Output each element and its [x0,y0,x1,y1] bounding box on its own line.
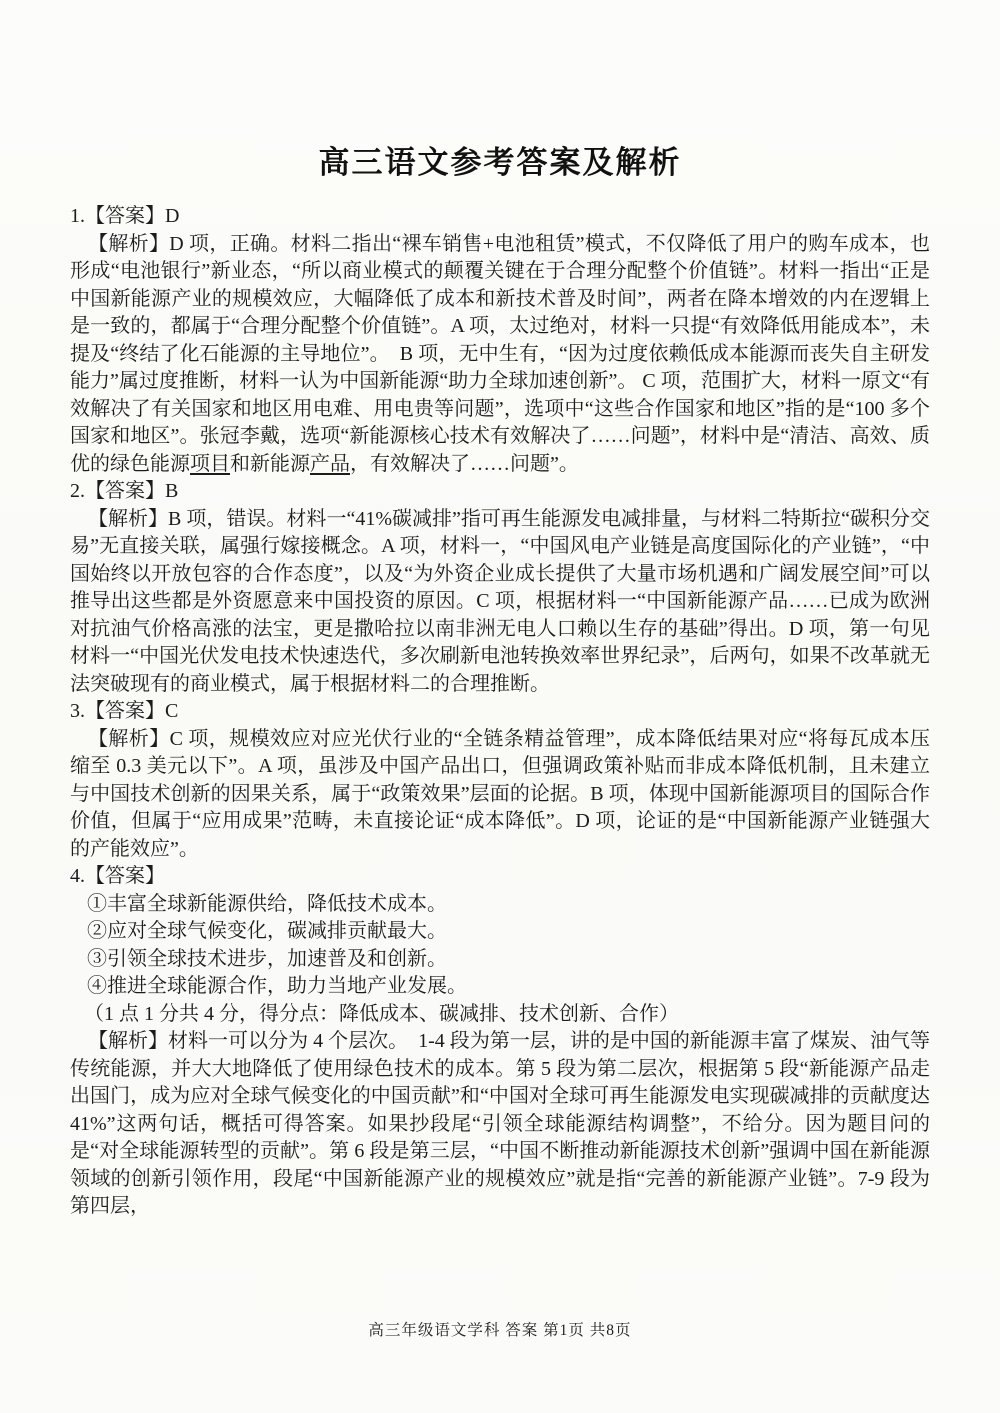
page-title: 高三语文参考答案及解析 [318,145,682,180]
text-segment: ④推进全球能源合作，助力当地产业发展。 [87,975,467,997]
paragraph [70,231,930,479]
text-segment: （1 点 1 分共 4 分，得分点：降低成本、碳减排、技术创新、合作） [84,1002,679,1025]
answer-line [70,203,930,231]
page-footer: 高三年级语文学科 答案 第1页 共8页 [368,1322,632,1339]
text-segment: ，有效解决了……问题”。 [350,452,579,475]
text-segment: 【解析】材料一可以分为 4 个层次。 1-4 段为第一层，讲的是中国的新能源丰富了煤炭、油气等传统能源，并大大地降低了使用绿色技术的成本。第 5 段为第二层次，根据第 5 段“新能源产品走出国门，成为应对全球气候变化的中国贡献”和“中国对全球可再生能源发电实现碳减排的贡献度达 41%”这两句话，概括可得答案。如果抄段尾“引领全球能源结构调整”，不给分。因为题目问的是“对全球能源转型的贡献”。第 6 段是第三层，“中国不断推动新能源技术创新”强调中国在新能源领域的创新引领作用，段尾“中国新能源产业的规模效应”就是指“完善的新能源产业链”。7-9 段为第四层， [70,1030,930,1217]
paragraph [70,891,930,919]
text-segment: 2.【答案】B [70,480,179,502]
document-body [70,203,930,1221]
paragraph [70,918,930,946]
text-segment: 3.【答案】C [70,700,179,722]
answer-line [70,863,930,891]
text-segment: ①丰富全球新能源供给，降低技术成本。 [87,892,447,915]
paragraph [70,506,930,699]
underlined-text: 产品 [310,452,350,475]
paragraph [70,726,930,864]
text-segment: 和新能源 [230,452,310,475]
text-segment: ②应对全球气候变化，碳减排贡献最大。 [87,920,447,942]
text-segment: ③引领全球技术进步，加速普及和创新。 [87,947,447,970]
answer-line [70,698,930,726]
text-segment: 1.【答案】D [70,205,180,227]
paragraph [70,946,930,974]
text-segment: 【解析】D 项，正确。材料二指出“裸车销售+电池租赁”模式，不仅降低了用户的购车成本，也形成“电池银行”新业态，“所以商业模式的颠覆关键在于合理分配整个价值链”。材料一指出“正是中国新能源产业的规模效应，大幅降低了成本和新技术普及时间”，两者在降本增效的内在逻辑上是一致的，都属于“合理分配整个价值链”。A 项，太过绝对，材料一只提“有效降低用能成本”，未提及“终结了化石能源的主导地位”。 B 项，无中生有，“因为过度依赖低成本能源而丧失自主研发能力”属过度推断，材料一认为中国新能源“助力全球加速创新”。 C 项，范围扩大，材料一原文“有效解决了有关国家和地区用电难、用电贵等问题”，选项中“这些合作国家和地区”指的是“100 多个国家和地区”。张冠李戴，选项“新能源核心技术有效解决了……问题”，材料中是“清洁、高效、质优的绿色能源 [70,232,930,475]
text-segment: 【解析】B 项，错误。材料一“41%碳减排”指可再生能源发电减排量，与材料二特斯拉“碳积分交易”无直接关联，属强行嫁接概念。A 项，材料一，“中国风电产业链是高度国际化的产业链”，“中国始终以开放包容的合作态度”，以及“为外资企业成长提供了大量市场机遇和广阔发展空间”可以推导出这些都是外资愿意来中国投资的原因。C 项，根据材料一“中国新能源产品……已成为欧洲对抗油气价格高涨的法宝，更是撒哈拉以南非洲无电人口赖以生存的基础”得出。D 项，第一句见材料一“中国光伏发电技术快速迭代，多次刷新电池转换效率世界纪录”，后两句，如果不改革就无法突破现有的商业模式，属于根据材料二的合理推断。 [70,507,930,695]
text-segment: 【解析】C 项，规模效应对应光伏行业的“全链条精益管理”，成本降低结果对应“将每瓦成本压缩至 0.3 美元以下”。A 项，虽涉及中国产品出口，但强调政策补贴而非成本降低机制，且未建立与中国技术创新的因果关系，属于“政策效果”层面的论据。B 项，体现中国新能源项目的国际合作价值，但属于“应用成果”范畴，未直接论证“成本降低”。D 项，论证的是“中国新能源产业链强大的产能效应”。 [70,727,930,860]
paragraph [70,1001,930,1029]
text-segment: 4.【答案】 [70,865,165,887]
paragraph [70,973,930,1001]
paragraph [70,1028,930,1221]
underlined-text: 项目 [190,452,230,475]
answer-line [70,478,930,506]
